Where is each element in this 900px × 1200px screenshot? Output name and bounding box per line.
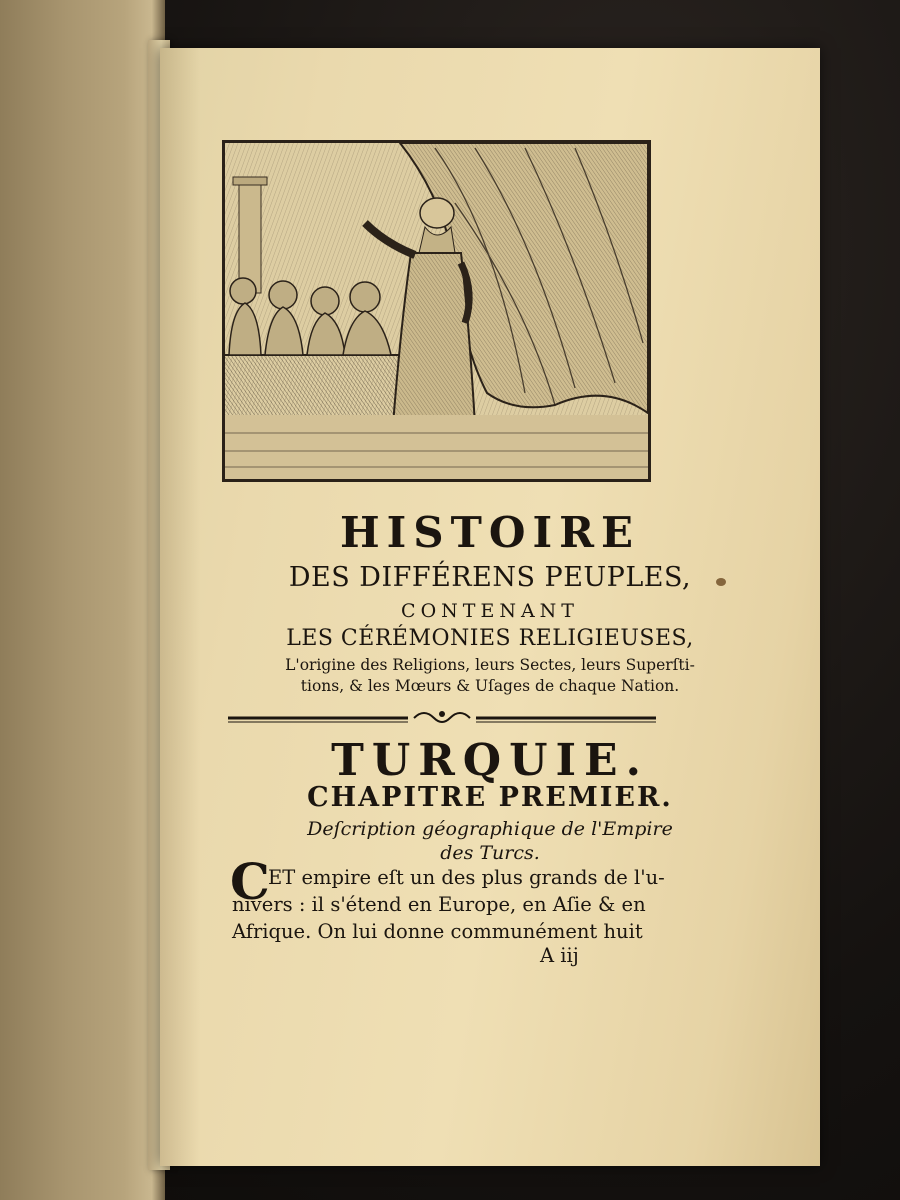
chapter-country: TURQUIE. xyxy=(331,735,649,786)
bench xyxy=(225,355,415,415)
body-line-3: Afrique. On lui donne communément huit xyxy=(232,920,643,943)
title-description-line-1: L'origine des Religions, leurs Sectes, leurs Superſti- xyxy=(285,656,695,674)
body-line-2: nivers : il s'étend en Europe, en Aſie & en xyxy=(232,893,646,916)
signature-mark: A iij xyxy=(540,944,579,967)
left-page xyxy=(0,0,165,1200)
chapter-heading: CHAPITRE PREMIER. xyxy=(307,782,673,813)
title-ceremonies: LES CÉRÉMONIES RELIGIEUSES, xyxy=(286,626,694,651)
title-description-line-2: tions, & les Mœurs & Uſages de chaque Nation. xyxy=(300,677,680,695)
engraving-illustration xyxy=(222,140,651,482)
body-line-1: ET empire eſt un des plus grands de l'u- xyxy=(268,866,665,889)
title-contenant: CONTENANT xyxy=(401,600,579,622)
chapter-description-line-1: Deſcription géographique de l'Empire xyxy=(307,818,673,840)
drop-cap: C xyxy=(230,852,270,911)
title-subtitle: DES DIFFÉRENS PEUPLES, xyxy=(288,562,692,593)
ornamental-divider xyxy=(228,708,656,728)
title-main: HISTOIRE xyxy=(339,508,641,557)
chapter-description-line-2: des Turcs. xyxy=(440,842,540,864)
